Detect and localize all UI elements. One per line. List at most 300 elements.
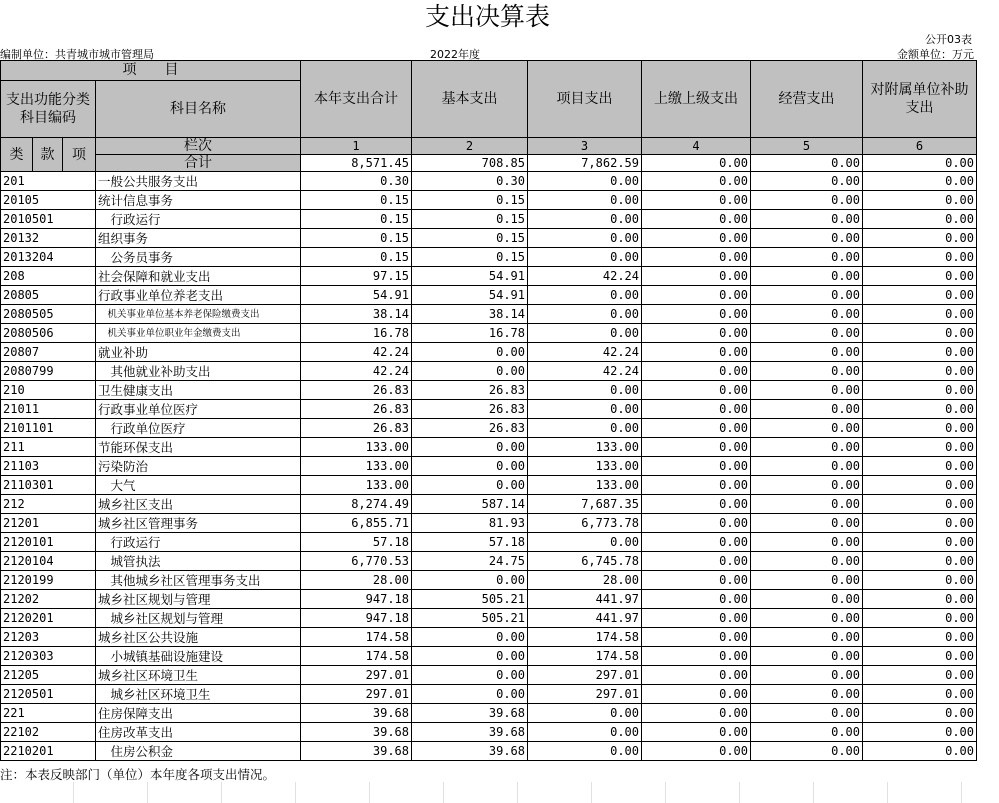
- row-value: 0.00: [863, 590, 977, 609]
- row-value: 97.15: [301, 267, 412, 286]
- row-value: 0.00: [642, 438, 751, 457]
- row-value: 0.00: [642, 191, 751, 210]
- row-name: 城管执法: [96, 552, 301, 571]
- row-value: 0.00: [642, 267, 751, 286]
- row-name: 社会保障和就业支出: [96, 267, 301, 286]
- row-value: 0.00: [751, 400, 863, 419]
- sheet-gridlines: [0, 782, 999, 803]
- row-value: 28.00: [301, 571, 412, 590]
- row-value: 297.01: [301, 666, 412, 685]
- row-code: 208: [1, 267, 96, 286]
- row-value: 0.00: [863, 723, 977, 742]
- table-row: [1, 286, 977, 305]
- row-value: 0.00: [751, 476, 863, 495]
- row-value: 0.00: [412, 457, 528, 476]
- row-value: 0.00: [751, 685, 863, 704]
- row-value: 0.00: [863, 533, 977, 552]
- row-value: 0.00: [863, 666, 977, 685]
- row-value: 0.00: [751, 191, 863, 210]
- row-value: 0.00: [751, 495, 863, 514]
- row-name: 大气: [96, 476, 301, 495]
- total-cell: 0.00: [863, 155, 977, 172]
- row-name: 其他就业补助支出: [96, 362, 301, 381]
- row-value: 0.00: [751, 514, 863, 533]
- row-value: 0.15: [412, 191, 528, 210]
- row-code: 22102: [1, 723, 96, 742]
- header-lei: 类: [1, 138, 33, 172]
- row-value: 26.83: [412, 400, 528, 419]
- row-code: 2120101: [1, 533, 96, 552]
- row-code: 20132: [1, 229, 96, 248]
- row-value: 0.00: [528, 533, 642, 552]
- row-value: 57.18: [412, 533, 528, 552]
- row-code: 20805: [1, 286, 96, 305]
- row-value: 0.30: [301, 172, 412, 191]
- row-name: 统计信息事务: [96, 191, 301, 210]
- row-value: 0.00: [863, 343, 977, 362]
- row-value: 174.58: [528, 628, 642, 647]
- row-value: 0.00: [863, 324, 977, 343]
- table-row: [1, 191, 977, 210]
- row-value: 0.00: [528, 381, 642, 400]
- row-code: 21203: [1, 628, 96, 647]
- row-value: 0.00: [642, 552, 751, 571]
- row-name: 行政单位医疗: [96, 419, 301, 438]
- row-value: 57.18: [301, 533, 412, 552]
- row-name: 行政运行: [96, 210, 301, 229]
- row-value: 0.00: [642, 742, 751, 761]
- row-value: 297.01: [528, 685, 642, 704]
- col-index-3: 3: [528, 138, 642, 155]
- row-value: 0.00: [642, 362, 751, 381]
- row-value: 0.00: [528, 324, 642, 343]
- row-value: 0.00: [642, 666, 751, 685]
- row-value: 38.14: [412, 305, 528, 324]
- row-value: 0.00: [642, 628, 751, 647]
- row-code: 20105: [1, 191, 96, 210]
- row-value: 28.00: [528, 571, 642, 590]
- table-row: [1, 419, 977, 438]
- table-row: [1, 495, 977, 514]
- row-code: 210: [1, 381, 96, 400]
- row-value: 0.00: [863, 267, 977, 286]
- row-value: 16.78: [301, 324, 412, 343]
- table-row: [1, 381, 977, 400]
- row-value: 133.00: [301, 438, 412, 457]
- row-value: 0.15: [412, 210, 528, 229]
- row-value: 0.00: [751, 305, 863, 324]
- table-row: [1, 229, 977, 248]
- row-name: 行政运行: [96, 533, 301, 552]
- header-col2: 基本支出: [412, 61, 528, 138]
- total-cell: 0.00: [642, 155, 751, 172]
- row-name: 行政事业单位养老支出: [96, 286, 301, 305]
- row-value: 6,770.53: [301, 552, 412, 571]
- row-value: 174.58: [528, 647, 642, 666]
- row-value: 0.00: [863, 685, 977, 704]
- table-row: [1, 742, 977, 761]
- row-value: 0.00: [863, 514, 977, 533]
- row-value: 0.00: [528, 191, 642, 210]
- row-name: 住房改革支出: [96, 723, 301, 742]
- expenditure-table: [0, 60, 977, 761]
- row-value: 6,855.71: [301, 514, 412, 533]
- table-row: [1, 248, 977, 267]
- row-value: 54.91: [412, 286, 528, 305]
- col-index-1: 1: [301, 138, 412, 155]
- row-value: 0.00: [751, 533, 863, 552]
- row-name: 城乡社区环境卫生: [96, 666, 301, 685]
- col-index-6: 6: [863, 138, 977, 155]
- table-row: [1, 533, 977, 552]
- table-row: [1, 438, 977, 457]
- header-col4: 上缴上级支出: [642, 61, 751, 138]
- row-value: 0.00: [642, 476, 751, 495]
- row-value: 0.00: [528, 229, 642, 248]
- row-value: 0.00: [751, 419, 863, 438]
- row-value: 26.83: [412, 419, 528, 438]
- table-row: [1, 514, 977, 533]
- table-row: [1, 723, 977, 742]
- row-name: 城乡社区规划与管理: [96, 590, 301, 609]
- row-code: 21011: [1, 400, 96, 419]
- row-value: 0.00: [642, 324, 751, 343]
- row-value: 0.00: [642, 495, 751, 514]
- row-value: 0.00: [751, 381, 863, 400]
- row-value: 0.00: [863, 438, 977, 457]
- row-value: 39.68: [412, 723, 528, 742]
- row-code: 2120501: [1, 685, 96, 704]
- row-value: 0.00: [863, 628, 977, 647]
- row-name: 污染防治: [96, 457, 301, 476]
- row-value: 6,773.78: [528, 514, 642, 533]
- row-value: 0.00: [751, 704, 863, 723]
- row-value: 0.00: [863, 191, 977, 210]
- row-value: 0.00: [751, 666, 863, 685]
- row-value: 0.00: [412, 362, 528, 381]
- row-name: 公务员事务: [96, 248, 301, 267]
- row-value: 441.97: [528, 609, 642, 628]
- row-value: 0.00: [751, 628, 863, 647]
- row-name: 卫生健康支出: [96, 381, 301, 400]
- row-code: 212: [1, 495, 96, 514]
- row-value: 0.00: [863, 704, 977, 723]
- row-value: 0.00: [863, 210, 977, 229]
- row-value: 0.00: [528, 305, 642, 324]
- row-value: 26.83: [301, 419, 412, 438]
- row-code: 21103: [1, 457, 96, 476]
- row-value: 0.00: [528, 210, 642, 229]
- row-value: 0.00: [863, 172, 977, 191]
- row-value: 0.15: [301, 210, 412, 229]
- total-label: 合计: [96, 155, 301, 172]
- row-code: 2120199: [1, 571, 96, 590]
- row-value: 0.00: [642, 419, 751, 438]
- row-value: 0.00: [412, 647, 528, 666]
- table-row: [1, 685, 977, 704]
- row-value: 0.00: [412, 438, 528, 457]
- row-value: 42.24: [528, 267, 642, 286]
- row-value: 0.00: [528, 172, 642, 191]
- row-value: 0.00: [751, 647, 863, 666]
- table-note: 注：本表反映部门（单位）本年度各项支出情况。: [0, 767, 276, 782]
- row-value: 0.00: [412, 476, 528, 495]
- row-value: 39.68: [301, 704, 412, 723]
- row-value: 0.00: [863, 742, 977, 761]
- row-value: 0.00: [412, 343, 528, 362]
- row-value: 0.00: [751, 742, 863, 761]
- row-value: 0.00: [751, 267, 863, 286]
- row-value: 0.00: [642, 286, 751, 305]
- row-value: 0.00: [412, 628, 528, 647]
- fiscal-year: 2022年度: [430, 48, 480, 61]
- row-value: 133.00: [528, 457, 642, 476]
- row-value: 0.00: [863, 552, 977, 571]
- table-row: [1, 552, 977, 571]
- row-value: 0.00: [863, 495, 977, 514]
- row-code: 2110301: [1, 476, 96, 495]
- total-cell: 7,862.59: [528, 155, 642, 172]
- row-value: 38.14: [301, 305, 412, 324]
- amount-unit: 金额单位：万元: [897, 48, 974, 61]
- row-value: 0.00: [863, 571, 977, 590]
- row-code: 2013204: [1, 248, 96, 267]
- row-value: 133.00: [528, 438, 642, 457]
- row-name: 组织事务: [96, 229, 301, 248]
- row-value: 0.00: [751, 457, 863, 476]
- header-col5: 经营支出: [751, 61, 863, 138]
- row-value: 0.00: [863, 362, 977, 381]
- row-value: 0.00: [528, 742, 642, 761]
- col-index-4: 4: [642, 138, 751, 155]
- header-col3: 项目支出: [528, 61, 642, 138]
- header-kuan: 款: [33, 138, 63, 172]
- col-index-2: 2: [412, 138, 528, 155]
- table-row: [1, 628, 977, 647]
- row-value: 0.00: [863, 248, 977, 267]
- row-value: 0.00: [751, 362, 863, 381]
- row-code: 2120201: [1, 609, 96, 628]
- row-value: 0.00: [642, 229, 751, 248]
- table-row: [1, 362, 977, 381]
- row-code: 2120104: [1, 552, 96, 571]
- row-code: 21201: [1, 514, 96, 533]
- row-value: 0.15: [301, 229, 412, 248]
- row-value: 0.00: [751, 172, 863, 191]
- table-row: [1, 305, 977, 324]
- row-value: 0.00: [863, 647, 977, 666]
- row-name: 城乡社区支出: [96, 495, 301, 514]
- row-name: 住房保障支出: [96, 704, 301, 723]
- row-code: 2080799: [1, 362, 96, 381]
- row-value: 42.24: [301, 343, 412, 362]
- row-name: 机关事业单位基本养老保险缴费支出: [96, 305, 301, 324]
- table-row: [1, 210, 977, 229]
- row-code: 201: [1, 172, 96, 191]
- row-value: 0.00: [863, 305, 977, 324]
- row-value: 0.00: [528, 419, 642, 438]
- row-value: 587.14: [412, 495, 528, 514]
- row-value: 0.00: [642, 704, 751, 723]
- row-value: 26.83: [412, 381, 528, 400]
- row-code: 2080506: [1, 324, 96, 343]
- page-title: 支出决算表: [424, 2, 550, 31]
- row-value: 39.68: [412, 742, 528, 761]
- row-value: 0.00: [642, 533, 751, 552]
- row-name: 就业补助: [96, 343, 301, 362]
- row-value: 0.00: [751, 590, 863, 609]
- row-value: 0.00: [528, 704, 642, 723]
- row-code: 2080505: [1, 305, 96, 324]
- row-value: 26.83: [301, 381, 412, 400]
- row-value: 0.00: [642, 305, 751, 324]
- row-value: 0.00: [642, 590, 751, 609]
- row-value: 0.00: [642, 571, 751, 590]
- row-value: 0.00: [642, 210, 751, 229]
- row-value: 0.00: [528, 400, 642, 419]
- table-row: [1, 666, 977, 685]
- row-value: 8,274.49: [301, 495, 412, 514]
- row-code: 2120303: [1, 647, 96, 666]
- row-code: 2210201: [1, 742, 96, 761]
- table-row: [1, 400, 977, 419]
- row-value: 0.00: [863, 229, 977, 248]
- row-name: 城乡社区管理事务: [96, 514, 301, 533]
- row-value: 0.00: [412, 571, 528, 590]
- row-value: 0.00: [863, 419, 977, 438]
- row-value: 0.30: [412, 172, 528, 191]
- row-name: 其他城乡社区管理事务支出: [96, 571, 301, 590]
- row-value: 39.68: [412, 704, 528, 723]
- row-value: 0.00: [412, 666, 528, 685]
- row-value: 0.00: [642, 609, 751, 628]
- row-name: 城乡社区环境卫生: [96, 685, 301, 704]
- row-value: 133.00: [528, 476, 642, 495]
- row-name: 小城镇基础设施建设: [96, 647, 301, 666]
- table-row: [1, 476, 977, 495]
- row-value: 0.00: [863, 609, 977, 628]
- header-code: 支出功能分类科目编码: [1, 81, 96, 138]
- header-lanci: 栏次: [96, 138, 301, 155]
- row-name: 城乡社区公共设施: [96, 628, 301, 647]
- total-cell: 0.00: [751, 155, 863, 172]
- table-row: [1, 647, 977, 666]
- row-value: 81.93: [412, 514, 528, 533]
- row-value: 297.01: [528, 666, 642, 685]
- row-value: 42.24: [528, 362, 642, 381]
- row-value: 505.21: [412, 590, 528, 609]
- row-value: 0.00: [751, 343, 863, 362]
- row-value: 0.00: [863, 286, 977, 305]
- row-value: 0.00: [751, 286, 863, 305]
- row-value: 54.91: [301, 286, 412, 305]
- row-value: 42.24: [528, 343, 642, 362]
- row-code: 21205: [1, 666, 96, 685]
- table-row: [1, 590, 977, 609]
- row-value: 0.00: [751, 210, 863, 229]
- table-row: [1, 609, 977, 628]
- row-value: 0.00: [751, 229, 863, 248]
- row-value: 0.15: [301, 248, 412, 267]
- table-row: [1, 324, 977, 343]
- row-value: 54.91: [412, 267, 528, 286]
- header-item: 项 目: [1, 61, 301, 81]
- row-value: 0.00: [642, 400, 751, 419]
- row-value: 0.00: [642, 248, 751, 267]
- row-value: 0.15: [412, 229, 528, 248]
- header-name: 科目名称: [96, 81, 301, 138]
- table-row: [1, 172, 977, 191]
- row-code: 21202: [1, 590, 96, 609]
- row-value: 0.00: [863, 381, 977, 400]
- row-value: 0.00: [528, 723, 642, 742]
- row-value: 0.00: [751, 438, 863, 457]
- table-row: [1, 571, 977, 590]
- row-value: 0.00: [751, 723, 863, 742]
- row-name: 一般公共服务支出: [96, 172, 301, 191]
- row-name: 城乡社区规划与管理: [96, 609, 301, 628]
- row-value: 947.18: [301, 609, 412, 628]
- row-value: 7,687.35: [528, 495, 642, 514]
- table-number: 公开03表: [925, 33, 972, 46]
- row-value: 0.00: [528, 248, 642, 267]
- col-index-5: 5: [751, 138, 863, 155]
- row-value: 0.00: [642, 343, 751, 362]
- row-value: 24.75: [412, 552, 528, 571]
- header-xiang: 项: [63, 138, 96, 172]
- total-cell: 708.85: [412, 155, 528, 172]
- row-value: 16.78: [412, 324, 528, 343]
- row-name: 住房公积金: [96, 742, 301, 761]
- row-value: 0.00: [642, 457, 751, 476]
- row-value: 0.00: [751, 552, 863, 571]
- row-name: 行政事业单位医疗: [96, 400, 301, 419]
- row-value: 297.01: [301, 685, 412, 704]
- table-row: [1, 343, 977, 362]
- row-code: 211: [1, 438, 96, 457]
- table-row: [1, 704, 977, 723]
- row-value: 174.58: [301, 628, 412, 647]
- row-value: 42.24: [301, 362, 412, 381]
- row-value: 0.00: [863, 400, 977, 419]
- row-value: 0.15: [301, 191, 412, 210]
- row-code: 2010501: [1, 210, 96, 229]
- row-value: 133.00: [301, 476, 412, 495]
- row-value: 0.15: [412, 248, 528, 267]
- row-value: 441.97: [528, 590, 642, 609]
- row-value: 0.00: [642, 723, 751, 742]
- row-value: 0.00: [863, 476, 977, 495]
- row-value: 0.00: [642, 685, 751, 704]
- header-col6: 对附属单位补助支出: [863, 61, 977, 138]
- header-col1: 本年支出合计: [301, 61, 412, 138]
- row-value: 0.00: [751, 324, 863, 343]
- row-value: 0.00: [863, 457, 977, 476]
- row-value: 133.00: [301, 457, 412, 476]
- row-value: 0.00: [751, 571, 863, 590]
- row-value: 26.83: [301, 400, 412, 419]
- row-value: 0.00: [642, 172, 751, 191]
- row-value: 0.00: [642, 647, 751, 666]
- row-value: 0.00: [751, 609, 863, 628]
- row-value: 0.00: [528, 286, 642, 305]
- organization-label: 编制单位：共青城市城市管理局: [0, 48, 154, 61]
- row-code: 221: [1, 704, 96, 723]
- row-value: 174.58: [301, 647, 412, 666]
- row-name: 机关事业单位职业年金缴费支出: [96, 324, 301, 343]
- row-value: 0.00: [642, 514, 751, 533]
- table-row: [1, 267, 977, 286]
